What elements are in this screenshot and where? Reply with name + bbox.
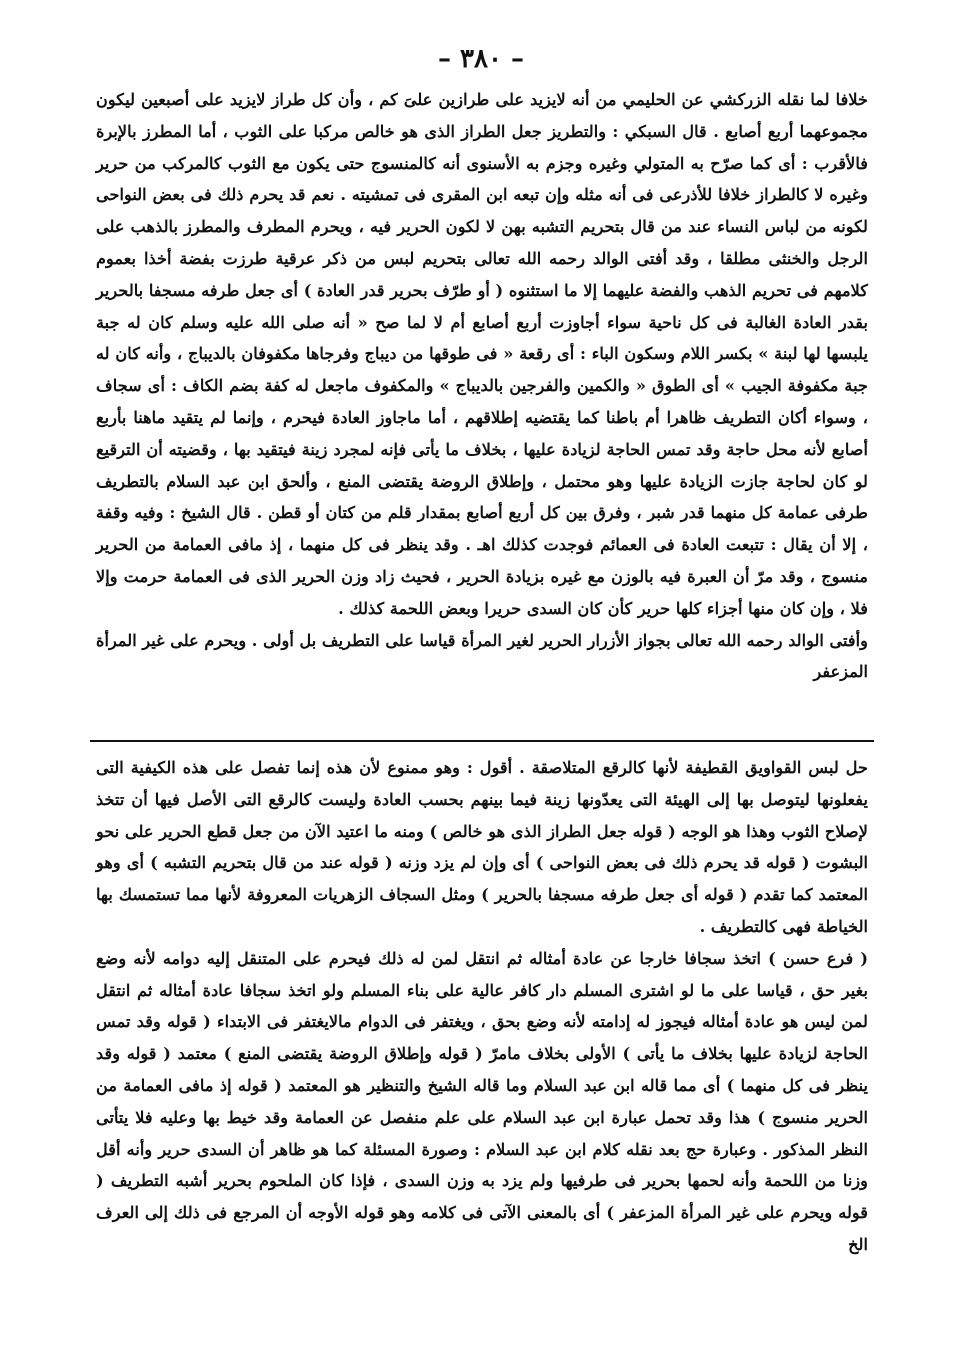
main-paragraph: وأفتى الوالد رحمه الله تعالى بجواز الأزرار الحرير لغير المرأة قياسا على التطريف بل أولى . ويحرم على غير المرأة المزعفر (96, 630, 868, 682)
commentary-paragraph: ( فرع حسن ) اتخذ سجافا خارجا عن عادة أمثاله ثم انتقل لمن له ذلك فيحرم على المتنقل إليه دوامه لأنه وضع بغير حق ، قياسا على ما لو اشترى المسلم دار كافر عالية على بناء المسلم ولو اتخذ سجافا عادة أمثاله ثم انتقل لمن ليس هو عادة أمثاله فيجوز له إدامته لأنه وضع بحق ، ويغتفر فى الدوام مالايغتفر فى الابتداء ( قوله وقد تمس الحاجة لزيادة عليها بخلاف ما يأتى ) الأولى بخلاف مامرّ ( قوله وإطلاق الروضة يقتضى المنع ) معتمد ( قوله وقد ينظر فى كل منهما ) أى مما قاله ابن عبد السلام وما قاله الشيخ والتنظير هو المعتمد ( قوله إذ مافى العمامة من الحرير منسوج ) هذا وقد تحمل عبارة ابن عبد السلام على علم منفصل عن العمامة وقد خيط بها وعليه فلا يتأتى النظر المذكور . وعبارة حج بعد نقله كلام ابن عبد السلام : وصورة المسئلة كما هو ظاهر أن السدى حرير وأنه أقل وزنا من اللحمة وأنه لحمها بحرير فى طرفيها ولم يزد به وزن السدى ، فإذا كان الملحوم بحرير أشبه التطريف ( قوله ويحرم على غير المرأة المزعفر ) أى بالمعنى الآتى فى كلامه وهو قوله الأوجه أن المرجع فى ذلك إلى العرف الخ (96, 948, 868, 1254)
page-number: – ٣٨٠ – (437, 44, 525, 74)
main-paragraph: خلافا لما نقله الزركشي عن الحليمي من أنه لايزيد على طرازين علىَ كم ، وأن كل طراز لايزيد على أصبعين ليكون مجموعهما أربع أصابع . قال السبكي : والتطريز جعل الطراز الذى هو خالص مركبا على الثوب ، أما المطرز بالإبرة فالأقرب : أى كما صرّح به المتولي وغيره وجزم به الأسنوى أنه كالمنسوج حتى يكون مع الثوب كالمركب من حرير وغيره لا كالطراز خلافا للأذرعى فى أنه مثله وإن تبعه ابن المقرى فى تمشيته . نعم قد يحرم ذلك فى بعض النواحى لكونه من لباس النساء عند من قال بتحريم التشبه بهن لا لكون الحرير فيه ، ويحرم المطرف والمطرز بالذهب على الرجل والخنثى مطلقا ، وقد أفتى الوالد رحمه الله تعالى بتحريم لبس من ذكر عرقية طرزت بفضة أخذا بعموم كلامهم فى تحريم الذهب والفضة عليهما إلا ما استثنوه ( أو طرّف بحرير قدر العادة ) أى جعل طرفه مسجفا بالحرير بقدر العادة الغالبة فى كل ناحية سواء أجاوزت أربع أصابع أم لا لما صح « أنه صلى الله عليه وسلم كان له جبة يلبسها لها لبنة » بكسر اللام وسكون الباء : أى رقعة « فى طوقها من ديباج وفرجاها مكفوفان بالديباج ، وأنه كان له جبة مكفوفة الجيب » أى الطوق « والكمين والفرجين بالديباج » والمكفوف ماجعل له كفة بضم الكاف : أى سجاف ، وسواء أكان التطريف ظاهرا أم باطنا كما يقتضيه إطلاقهم ، أما ماجاوز العادة فيحرم ، وإنما لم يتقيد ماهنا بأربع أصابع لأنه محل حاجة وقد تمس الحاجة لزيادة عليها ، بخلاف ما يأتى فإنه لمجرد زينة فيتقيد بها ، وقضيته أن الترقيع لو كان لحاجة جازت الزيادة عليها وهو محتمل ، وإطلاق الروضة يقتضى المنع ، وألحق ابن عبد السلام بالتطريف طرفى عمامة كل منهما قدر شبر ، وفرق بين كل أربع أصابع بمقدار قلم من كتان أو قطن . قال الشيخ : وفيه وقفة ، إلا أن يقال : تتبعت العادة فى العمائم فوجدت كذلك اهـ . وقد ينظر فى كل منهما ، إذ مافى العمامة من الحرير منسوج ، وقد مرّ أن العبرة فيه بالوزن مع غيره بزيادة الحرير ، فحيث زاد وزن الحرير الذى فى العمامة حرمت وإلا فلا ، وإن كان منها أجزاء كلها حرير كأن كان السدى حريرا وبعض اللحمة كذلك . (96, 90, 868, 618)
main-text (96, 84, 868, 688)
footnote-divider (90, 740, 874, 742)
commentary-paragraph: حل لبس القواويق القطيفة لأنها كالرقع المتلاصقة . أقول : وهو ممنوع لأن هذه إنما تفصل على هذه الكيفية التى يفعلونها ليتوصل بها إلى الهيئة التى يعدّونها زينة فيما بينهم بحسب العادة وليست كالرقع التى الأصل فيها أن تتخذ لإصلاح الثوب وهذا هو الوجه ( قوله جعل الطراز الذى هو خالص ) ومنه ما اعتيد الآن من جعل قطع الحرير على نحو البشوت ( قوله قد يحرم ذلك فى بعض النواحى ) أى وإن لم يزد وزنه ( قوله عند من قال بتحريم التشبه ) أى وهو المعتمد كما تقدم ( قوله أى جعل طرفه مسجفا بالحرير ) ومثل السجاف الزهريات المعروفة لأنها مما تستمسك بها الخياطة فهى كالتطريف . (96, 758, 868, 936)
commentary-text (96, 752, 868, 1261)
